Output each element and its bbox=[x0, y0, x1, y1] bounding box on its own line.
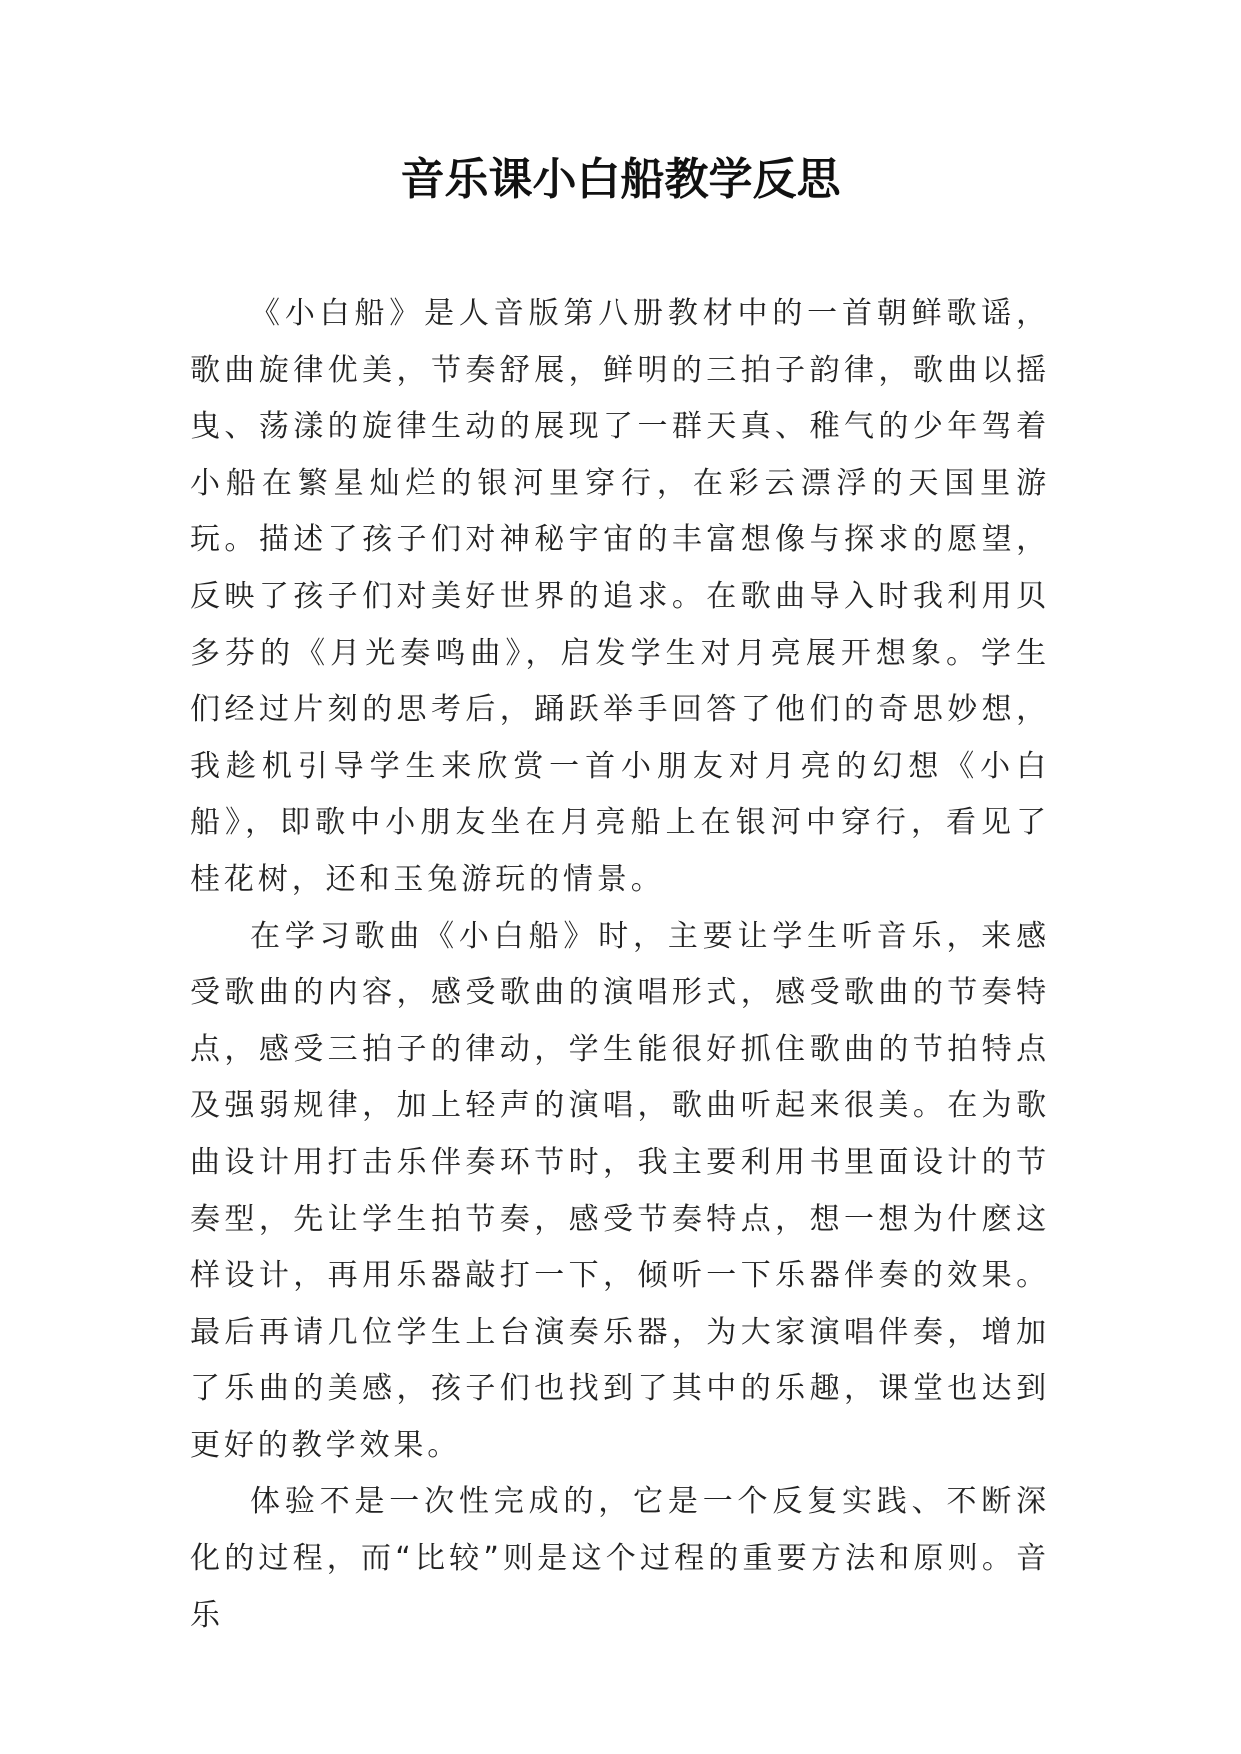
paragraph-3: 体验不是一次性完成的，它是一个反复实践、不断深化的过程，而“比较”则是这个过程的重要方法和原则。音乐 bbox=[190, 1484, 1050, 1633]
document-title: 音乐课小白船教学反思 bbox=[400, 154, 841, 205]
paragraph-2: 在学习歌曲《小白船》时，主要让学生听音乐，来感受歌曲的内容，感受歌曲的演唱形式，感受歌曲的节奏特点，感受三拍子的律动，学生能很好抓住歌曲的节拍特点及强弱规律，加上轻声的演唱，歌曲听起来很美。在为歌曲设计用打击乐伴奏环节时，我主要利用书里面设计的节奏型，先让学生拍节奏，感受节奏特点，想一想为什麽这样设计，再用乐器敲打一下，倾听一下乐器伴奏的效果。最后再请几位学生上台演奏乐器，为大家演唱伴奏，增加了乐曲的美感，孩子们也找到了其中的乐趣，课堂也达到更好的教学效果。 bbox=[190, 918, 1050, 1463]
paragraph-1: 《小白船》是人音版第八册教材中的一首朝鲜歌谣，歌曲旋律优美，节奏舒展，鲜明的三拍子韵律，歌曲以摇曳、荡漾的旋律生动的展现了一群天真、稚气的少年驾着小船在繁星灿烂的银河里穿行，在彩云漂浮的天国里游玩。描述了孩子们对神秘宇宙的丰富想像与探求的愿望，反映了孩子们对美好世界的追求。在歌曲导入时我利用贝多芬的《月光奏鸣曲》，启发学生对月亮展开想象。学生们经过片刻的思考后，踊跃举手回答了他们的奇思妙想，我趁机引导学生来欣赏一首小朋友对月亮的幻想《小白船》，即歌中小朋友坐在月亮船上在银河中穿行，看见了桂花树，还和玉兔游玩的情景。 bbox=[190, 296, 1050, 897]
document-body bbox=[190, 286, 1050, 1644]
